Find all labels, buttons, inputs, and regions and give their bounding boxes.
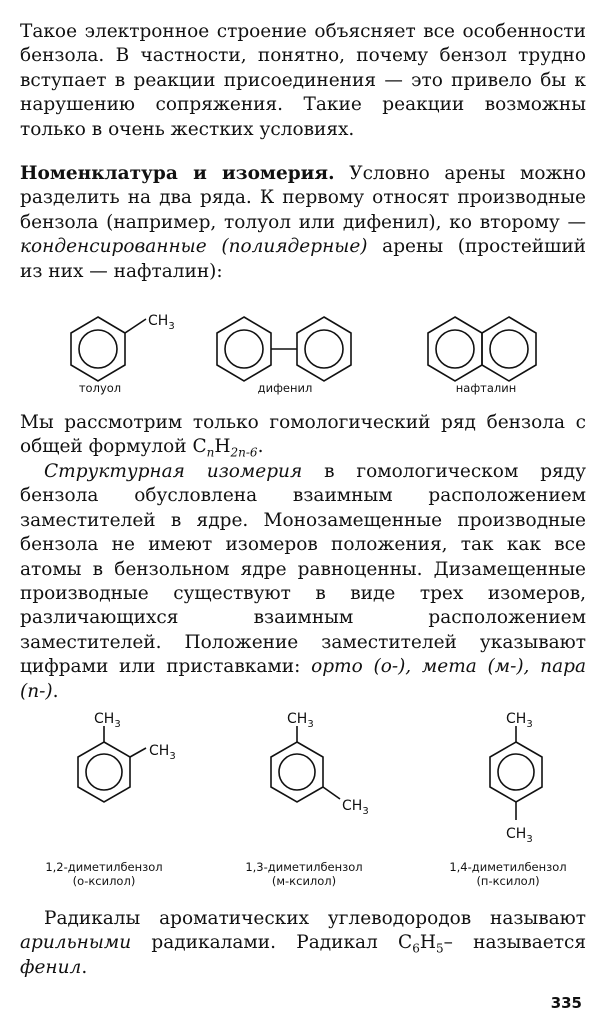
toluene-ch3-label: $CH_3$ <box>148 313 175 332</box>
radicals-h: H <box>419 932 436 954</box>
formula-end: . <box>257 436 264 458</box>
isomerism-term: Структурная изомерия <box>44 461 303 482</box>
radicals-sub-6: 6 <box>412 942 420 957</box>
p-xylene-structure <box>490 711 542 845</box>
radicals-text-b: радикалами. Радикал C <box>131 932 413 954</box>
svg-text:CH3: $CH_3$ <box>149 743 176 762</box>
nomenclature-text-a: Условно арены можно разделить на два ряда. К первому относят производные бензола (например, толуол или дифенил), ко второму — <box>20 163 586 233</box>
radicals-term-phenyl: фенил <box>20 956 82 978</box>
svg-text:CH3: $CH_3$ <box>287 711 314 730</box>
caption-m-xylene-line1: 1,3-диметилбензол <box>245 860 363 874</box>
caption-o-xylene-line1: 1,2-диметилбензол <box>45 860 163 874</box>
page-number: 335 <box>550 994 582 1012</box>
m-xylene-structure <box>271 711 369 817</box>
paragraph-benzene-structure: Такое электронное строение объясняет все особенности бензола. В частности, понятно, почему бензол трудно вступает в реакции присоединения — это привело бы к нарушению сопряжения. Такие реакции возможны только в очень жестких условиях. <box>20 21 586 140</box>
caption-toluene: толуол <box>78 381 122 395</box>
caption-o-xylene <box>34 860 174 888</box>
isomerism-end: . <box>52 680 59 702</box>
svg-text:CH3: $CH_3$ <box>342 798 369 817</box>
caption-p-xylene-line1: 1,4-диметилбензол <box>449 860 567 874</box>
caption-p-xylene-line2: (п-ксилол) <box>476 874 540 888</box>
nomenclature-text-b: арены (простейший из них — нафталин): <box>20 236 586 282</box>
caption-o-xylene-line2: (о-ксилол) <box>72 874 136 888</box>
o-xylene-structure <box>78 711 176 802</box>
svg-text:CH3: $CH_3$ <box>506 826 533 845</box>
nomenclature-heading: Номенклатура и изомерия. <box>20 163 335 184</box>
formula-h: H <box>214 436 231 458</box>
caption-m-xylene <box>234 860 374 888</box>
formula-text: Мы рассмотрим только гомологический ряд бензола с общей формулой C <box>20 412 586 458</box>
nomenclature-italic-term: конденсированные (полиядерные) <box>20 236 368 258</box>
radicals-sub-5: 5 <box>436 942 444 957</box>
isomerism-prefixes: орто (о-), мета (м-), пара (п-) <box>20 656 587 702</box>
formula-sub: 2n-6 <box>230 446 258 461</box>
svg-text:CH3: $CH_3$ <box>506 711 533 730</box>
caption-p-xylene <box>438 860 578 888</box>
formula-n: n <box>206 446 215 461</box>
radicals-text-a: Радикалы ароматических углеводородов называют <box>44 908 586 929</box>
svg-text:CH3: $CH_3$ <box>94 711 121 730</box>
caption-m-xylene-line2: (м-ксилол) <box>271 874 337 888</box>
paragraph-aryl-radicals <box>20 907 586 980</box>
radicals-term-aryl: арильными <box>20 932 132 954</box>
radicals-end: . <box>81 956 88 978</box>
isomerism-text: в гомологическом ряду бензола обусловлена взаимным расположением заместителей в ядре. Монозамещенные производные бензола не имеют изомеров положения, так как все атомы в бензольном ядре равноценны. Дизамещенные производные существуют в виде трех изомеров, различающихся взаимным расположением заместителей. Положение заместителей указывают цифрами или приставками: <box>20 461 587 678</box>
caption-biphenyl: дифенил <box>257 381 313 395</box>
caption-naphthalene: нафталин <box>455 381 517 395</box>
radicals-text-c: – называется <box>443 932 586 954</box>
